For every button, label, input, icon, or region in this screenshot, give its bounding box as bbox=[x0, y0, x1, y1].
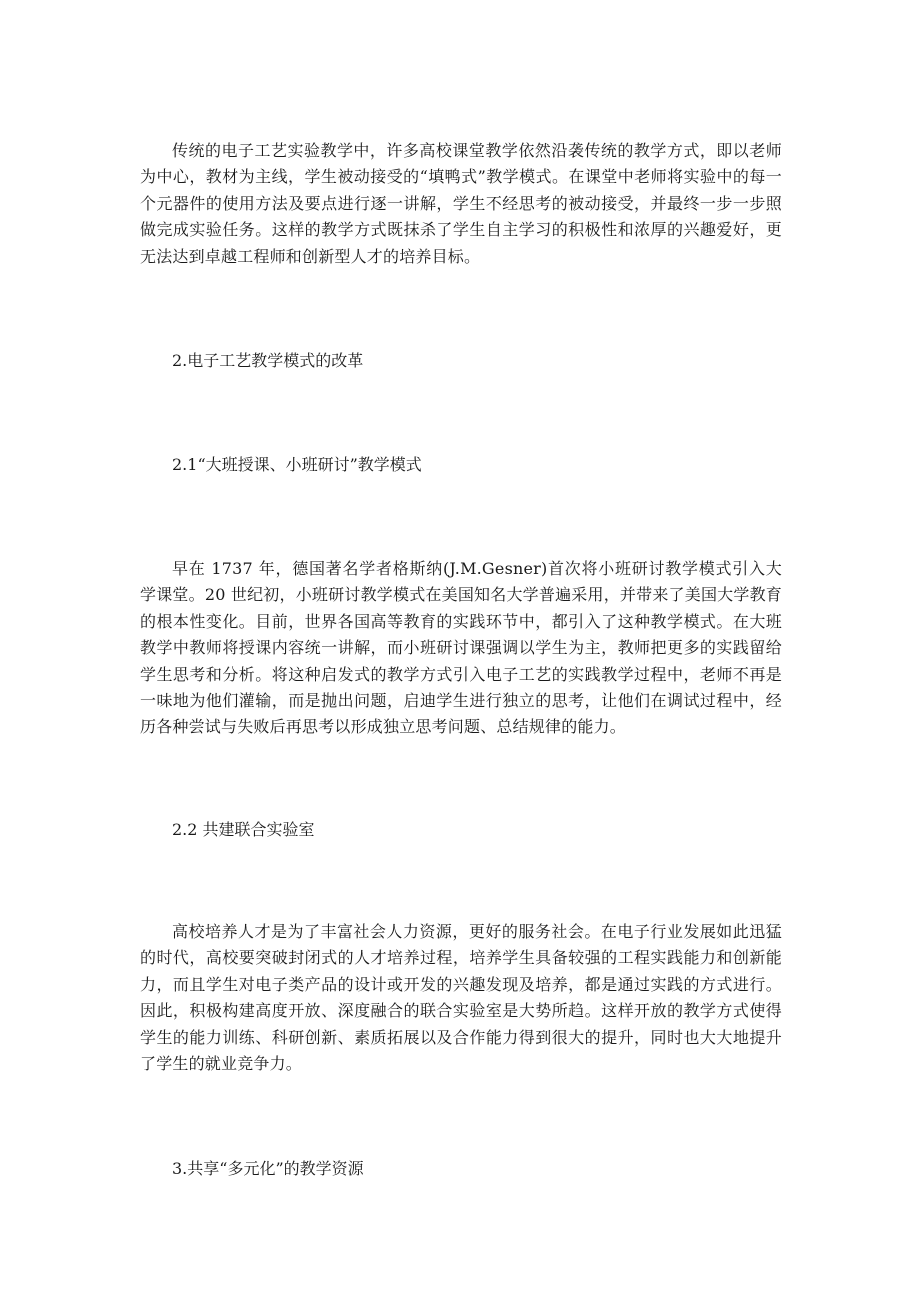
section-heading: 3.共享“多元化”的教学资源 bbox=[172, 1159, 364, 1178]
subsection-heading: 2.1“大班授课、小班研讨”教学模式 bbox=[172, 455, 422, 474]
subsection-heading: 2.2 共建联合实验室 bbox=[172, 820, 315, 839]
body-paragraph: 早在 1737 年，德国著名学者格斯纳(J.M.Gesner)首次将小班研讨教学模式引入大学课堂。20 世纪初，小班研讨教学模式在美国知名大学普遍采用，并带来了美国大学教育的根本性变化。目前，世界各国高等教育的实践环节中，都引入了这种教学模式。在大班教学中教师将授课内容统一讲解，而小班研讨课强调以学生为主，教师把更多的实践留给学生思考和分析。将这种启发式的教学方式引入电子工艺的实践教学过程中，老师不再是一味地为他们灌输，而是抛出问题，启迪学生进行独立的思考，让他们在调试过程中，经历各种尝试与失败后再思考以形成独立思考问题、总结规律的能力。 bbox=[140, 559, 782, 737]
body-paragraph: 传统的电子工艺实验教学中，许多高校课堂教学依然沿袭传统的教学方式，即以老师为中心，教材为主线，学生被动接受的“填鸭式”教学模式。在课堂中老师将实验中的每一个元器件的使用方法及要点进行逐一讲解，学生不经思考的被动接受，并最终一步一步照做完成实验任务。这样的教学方式既抹杀了学生自主学习的积极性和浓厚的兴趣爱好，更无法达到卓越工程师和创新型人才的培养目标。 bbox=[140, 141, 782, 266]
body-paragraph: 高校培养人才是为了丰富社会人力资源，更好的服务社会。在电子行业发展如此迅猛的时代，高校要突破封闭式的人才培养过程，培养学生具备较强的工程实践能力和创新能力，而且学生对电子类产品的设计或开发的兴趣发现及培养，都是通过实践的方式进行。因此，积极构建高度开放、深度融合的联合实验室是大势所趋。这样开放的教学方式使得学生的能力训练、科研创新、素质拓展以及合作能力得到很大的提升，同时也大大地提升了学生的就业竞争力。 bbox=[140, 922, 782, 1074]
section-heading: 2.电子工艺教学模式的改革 bbox=[172, 351, 364, 370]
